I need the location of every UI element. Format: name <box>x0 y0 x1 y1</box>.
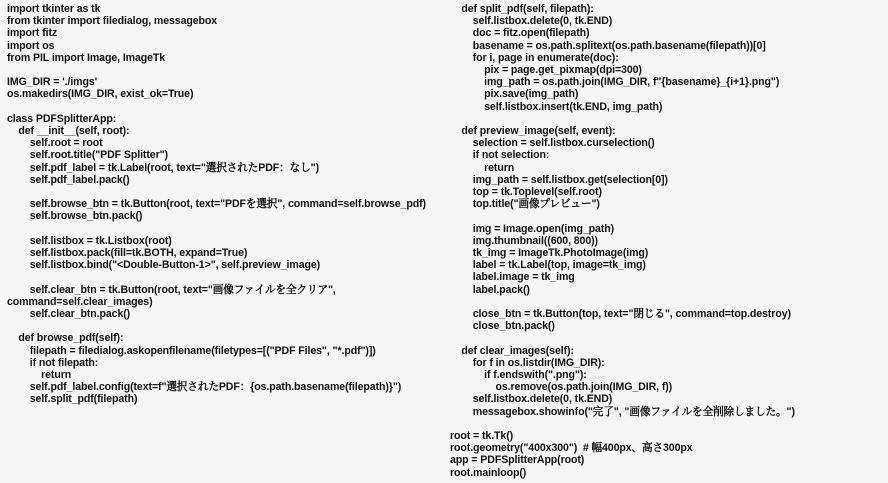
code-line: self.listbox = tk.Listbox(root) <box>7 234 172 247</box>
code-line: import os <box>7 39 55 52</box>
code-line <box>7 101 437 113</box>
code-line: doc = fitz.open(filepath) <box>450 27 590 40</box>
code-line <box>7 64 437 76</box>
code-line: os.makedirs(IMG_DIR, exist_ok=True) <box>7 88 194 101</box>
code-line: class PDFSplitterApp: <box>7 112 117 125</box>
code-line: label.pack() <box>450 283 530 296</box>
code-line: self.root = root <box>7 137 103 150</box>
code-line: self.pdf_label.config(text=f"選択されたPDF：{os.path.basename(filepath)}") <box>7 381 402 394</box>
code-line: self.clear_btn.pack() <box>7 308 131 320</box>
code-line: root.geometry("400x300") # 幅400px、高さ300px <box>450 442 693 455</box>
code-line: self.browse_btn.pack() <box>7 210 143 223</box>
code-line <box>7 223 437 235</box>
code-line: filepath = filedialog.askopenfilename(filetypes=[("PDF Files", "*.pdf")]) <box>7 344 376 357</box>
code-line: label = tk.Label(top, image=tk_img) <box>450 259 646 272</box>
code-line: self.clear_btn = tk.Button(root, text="画像ファイルを全クリア", <box>7 283 336 296</box>
code-line: top = tk.Toplevel(self.root) <box>450 186 602 199</box>
code-line <box>7 186 437 198</box>
code-line: def clear_images(self): <box>450 344 574 357</box>
code-line: import tkinter as tk <box>7 3 101 15</box>
code-line: from PIL import Image, ImageTk <box>7 51 166 64</box>
code-line: self.split_pdf(filepath) <box>7 393 138 406</box>
code-line: from tkinter import filedialog, messagebox <box>7 15 218 28</box>
code-line: def __init__(self, root): <box>7 125 130 137</box>
code-line: img = Image.open(img_path) <box>450 222 615 235</box>
code-line: top.title("画像プレビュー") <box>450 198 600 211</box>
code-line: for f in os.listdir(IMG_DIR): <box>450 356 605 369</box>
code-line: img_path = self.listbox.get(selection[0]) <box>450 173 668 186</box>
code-line: IMG_DIR = './imgs' <box>7 76 98 89</box>
code-line <box>7 271 437 283</box>
code-line: self.listbox.delete(0, tk.END) <box>450 393 613 406</box>
code-line: app = PDFSplitterApp(root) <box>450 454 585 467</box>
code-line: command=self.clear_images) <box>7 295 153 308</box>
code-line: img_path = os.path.join(IMG_DIR, f"{basename}_{i+1}.png") <box>450 76 780 89</box>
code-line: self.pdf_label.pack() <box>7 173 130 186</box>
code-line: self.listbox.delete(0, tk.END) <box>450 15 613 28</box>
code-line: self.browse_btn = tk.Button(root, text="PDFを選択", command=self.browse_pdf) <box>7 198 426 211</box>
code-line: self.listbox.pack(fill=tk.BOTH, expand=True) <box>7 247 248 259</box>
code-line: def split_pdf(self, filepath): <box>450 3 594 15</box>
code-line: self.listbox.insert(tk.END, img_path) <box>450 100 663 113</box>
code-line: def preview_image(self, event): <box>450 125 616 138</box>
code-line <box>450 113 880 125</box>
code-line: pix.save(img_path) <box>450 88 579 101</box>
code-line: messagebox.showinfo("完了", "画像ファイルを全削除しました。") <box>450 405 795 418</box>
code-line: self.pdf_label = tk.Label(root, text="選択されたPDF：なし") <box>7 161 319 174</box>
code-line: self.root.title("PDF Splitter") <box>7 149 168 162</box>
code-line: os.remove(os.path.join(IMG_DIR, f)) <box>450 381 673 394</box>
code-column-left <box>7 3 437 406</box>
code-line <box>450 332 880 344</box>
code-line <box>450 418 880 430</box>
code-line: if not filepath: <box>7 356 99 369</box>
code-line: import fitz <box>7 27 58 40</box>
code-line: img.thumbnail((600, 800)) <box>450 234 598 247</box>
code-line: close_btn.pack() <box>450 320 555 333</box>
code-line: root.mainloop() <box>450 466 527 479</box>
code-line <box>7 320 437 332</box>
code-line: for i, page in enumerate(doc): <box>450 51 619 64</box>
code-line <box>450 296 880 308</box>
code-line: label.image = tk_img <box>450 271 575 284</box>
code-line: self.listbox.bind("<Double-Button-1>", self.preview_image) <box>7 259 321 272</box>
code-line: tk_img = ImageTk.PhotoImage(img) <box>450 247 649 260</box>
code-line: def browse_pdf(self): <box>7 332 124 345</box>
code-line: basename = os.path.splitext(os.path.basename(filepath))[0] <box>450 39 766 52</box>
code-line: close_btn = tk.Button(top, text="閉じる", command=top.destroy) <box>450 308 791 321</box>
code-line: return <box>7 369 72 381</box>
code-line <box>450 210 880 222</box>
code-line: selection = self.listbox.curselection() <box>450 137 655 150</box>
code-line: return <box>450 161 515 174</box>
code-line: root = tk.Tk() <box>450 430 514 443</box>
code-column-right <box>450 3 880 479</box>
code-line: pix = page.get_pixmap(dpi=300) <box>450 64 642 77</box>
code-line: if f.endswith(".png"): <box>450 369 587 382</box>
code-line: if not selection: <box>450 149 550 162</box>
